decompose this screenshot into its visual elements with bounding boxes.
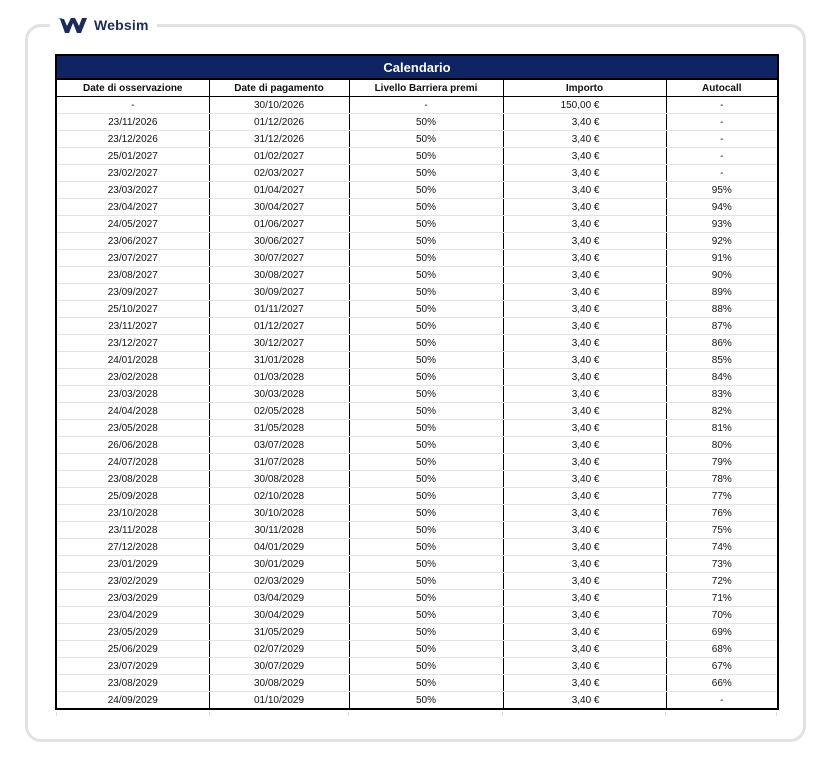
payment-date-cell: 31/01/2028 [209,352,349,369]
table-row [56,658,778,675]
observation-date-cell: 26/06/2028 [56,437,209,454]
observation-date-cell: 24/04/2028 [56,403,209,420]
barrier-level-cell: 50% [349,148,503,165]
table-row [56,454,778,471]
payment-date-cell: 30/11/2028 [209,522,349,539]
autocall-cell: 70% [666,607,778,624]
table-row [56,97,778,114]
table-row [56,522,778,539]
autocall-cell: - [666,131,778,148]
barrier-level-cell: 50% [349,539,503,556]
autocall-cell: 66% [666,675,778,692]
payment-date-cell: 02/10/2028 [209,488,349,505]
autocall-cell: 83% [666,386,778,403]
barrier-level-cell: 50% [349,454,503,471]
barrier-level-cell: 50% [349,131,503,148]
observation-date-cell: 23/02/2028 [56,369,209,386]
autocall-cell: 85% [666,352,778,369]
payment-date-cell: 01/10/2029 [209,692,349,710]
barrier-level-cell: 50% [349,267,503,284]
autocall-cell: 84% [666,369,778,386]
observation-date-cell: 23/12/2026 [56,131,209,148]
amount-cell: 3,40 € [503,437,666,454]
barrier-level-cell: 50% [349,335,503,352]
barrier-level-cell: 50% [349,352,503,369]
table-row [56,148,778,165]
payment-date-cell: 02/03/2027 [209,165,349,182]
observation-date-cell: 23/04/2029 [56,607,209,624]
grid-tick [209,712,210,716]
observation-date-cell: 23/03/2028 [56,386,209,403]
autocall-cell: 94% [666,199,778,216]
observation-date-cell: 24/09/2029 [56,692,209,710]
table-row [56,505,778,522]
amount-cell: 3,40 € [503,624,666,641]
observation-date-cell: 23/08/2027 [56,267,209,284]
payment-date-cell: 02/05/2028 [209,403,349,420]
payment-date-cell: 01/04/2027 [209,182,349,199]
autocall-cell: - [666,165,778,182]
table-row [56,675,778,692]
amount-cell: 3,40 € [503,114,666,131]
payment-date-cell: 30/07/2029 [209,658,349,675]
payment-date-cell: 03/04/2029 [209,590,349,607]
amount-cell: 3,40 € [503,318,666,335]
autocall-cell: 76% [666,505,778,522]
amount-cell: 3,40 € [503,369,666,386]
barrier-level-cell: 50% [349,556,503,573]
payment-date-cell: 03/07/2028 [209,437,349,454]
header-autocall: Autocall [666,79,778,97]
payment-date-cell: 30/08/2027 [209,267,349,284]
autocall-cell: 87% [666,318,778,335]
payment-date-cell: 30/08/2028 [209,471,349,488]
table-row [56,199,778,216]
amount-cell: 3,40 € [503,199,666,216]
amount-cell: 3,40 € [503,284,666,301]
autocall-cell: 71% [666,590,778,607]
amount-cell: 3,40 € [503,420,666,437]
observation-date-cell: 23/05/2028 [56,420,209,437]
amount-cell: 3,40 € [503,488,666,505]
amount-cell: 3,40 € [503,148,666,165]
autocall-cell: 75% [666,522,778,539]
barrier-level-cell: 50% [349,301,503,318]
observation-date-cell: 23/02/2029 [56,573,209,590]
observation-date-cell: 23/03/2027 [56,182,209,199]
websim-logo [50,12,157,38]
amount-cell: 3,40 € [503,675,666,692]
autocall-cell: - [666,692,778,710]
autocall-cell: 72% [666,573,778,590]
amount-cell: 3,40 € [503,250,666,267]
observation-date-cell: 23/02/2027 [56,165,209,182]
header-barrier-level: Livello Barriera premi [349,79,503,97]
amount-cell: 3,40 € [503,641,666,658]
observation-date-cell: 24/05/2027 [56,216,209,233]
table-row [56,386,778,403]
payment-date-cell: 02/03/2029 [209,573,349,590]
amount-cell: 3,40 € [503,165,666,182]
table-row [56,284,778,301]
payment-date-cell: 30/03/2028 [209,386,349,403]
amount-cell: 3,40 € [503,131,666,148]
autocall-cell: - [666,97,778,114]
barrier-level-cell: 50% [349,522,503,539]
amount-cell: 3,40 € [503,301,666,318]
observation-date-cell: 27/12/2028 [56,539,209,556]
payment-date-cell: 30/10/2028 [209,505,349,522]
barrier-level-cell: 50% [349,641,503,658]
amount-cell: 3,40 € [503,352,666,369]
barrier-level-cell: 50% [349,199,503,216]
payment-date-cell: 01/06/2027 [209,216,349,233]
payment-date-cell: 31/12/2026 [209,131,349,148]
observation-date-cell: 25/01/2027 [56,148,209,165]
observation-date-cell: 25/10/2027 [56,301,209,318]
table-row [56,420,778,437]
payment-date-cell: 30/10/2026 [209,97,349,114]
payment-date-cell: 02/07/2029 [209,641,349,658]
autocall-cell: 77% [666,488,778,505]
amount-cell: 3,40 € [503,522,666,539]
payment-date-cell: 01/03/2028 [209,369,349,386]
observation-date-cell: 24/01/2028 [56,352,209,369]
websim-logo-text: Websim [94,17,149,33]
table-row [56,335,778,352]
header-amount: Importo [503,79,666,97]
amount-cell: 3,40 € [503,607,666,624]
barrier-level-cell: 50% [349,573,503,590]
payment-date-cell: 30/12/2027 [209,335,349,352]
autocall-cell: 68% [666,641,778,658]
observation-date-cell: 23/07/2027 [56,250,209,267]
amount-cell: 3,40 € [503,386,666,403]
table-row [56,318,778,335]
autocall-cell: 78% [666,471,778,488]
barrier-level-cell: 50% [349,318,503,335]
observation-date-cell: 23/11/2026 [56,114,209,131]
table-row [56,301,778,318]
amount-cell: 3,40 € [503,216,666,233]
autocall-cell: 69% [666,624,778,641]
payment-date-cell: 30/07/2027 [209,250,349,267]
barrier-level-cell: 50% [349,607,503,624]
amount-cell: 3,40 € [503,658,666,675]
barrier-level-cell: 50% [349,182,503,199]
table-title-row [56,55,778,79]
payment-date-cell: 30/01/2029 [209,556,349,573]
observation-date-cell: 25/06/2029 [56,641,209,658]
autocall-cell: - [666,148,778,165]
table-row [56,403,778,420]
autocall-cell: 88% [666,301,778,318]
barrier-level-cell: 50% [349,386,503,403]
observation-date-cell: 23/09/2027 [56,284,209,301]
autocall-cell: 67% [666,658,778,675]
amount-cell: 3,40 € [503,505,666,522]
autocall-cell: 86% [666,335,778,352]
observation-date-cell: 23/06/2027 [56,233,209,250]
observation-date-cell: 23/10/2028 [56,505,209,522]
observation-date-cell: 23/11/2028 [56,522,209,539]
amount-cell: 3,40 € [503,233,666,250]
barrier-level-cell: 50% [349,488,503,505]
barrier-level-cell: 50% [349,284,503,301]
barrier-level-cell: 50% [349,114,503,131]
amount-cell: 3,40 € [503,573,666,590]
table-row [56,471,778,488]
barrier-level-cell: 50% [349,590,503,607]
barrier-level-cell: 50% [349,471,503,488]
websim-logo-icon [56,14,90,36]
table-row [56,488,778,505]
autocall-cell: 79% [666,454,778,471]
calendar-table [55,54,779,710]
table-row [56,624,778,641]
amount-cell: 3,40 € [503,267,666,284]
table-row [56,573,778,590]
calendar-sheet [55,54,777,710]
barrier-level-cell: 50% [349,624,503,641]
payment-date-cell: 01/11/2027 [209,301,349,318]
autocall-cell: 90% [666,267,778,284]
autocall-cell: 89% [666,284,778,301]
table-row [56,607,778,624]
autocall-cell: 73% [666,556,778,573]
barrier-level-cell: - [349,97,503,114]
grid-tick [776,712,777,716]
table-header-row [56,79,778,97]
amount-cell: 3,40 € [503,590,666,607]
observation-date-cell: 25/09/2028 [56,488,209,505]
payment-date-cell: 30/09/2027 [209,284,349,301]
payment-date-cell: 04/01/2029 [209,539,349,556]
autocall-cell: 74% [666,539,778,556]
barrier-level-cell: 50% [349,250,503,267]
observation-date-cell: 23/11/2027 [56,318,209,335]
payment-date-cell: 30/06/2027 [209,233,349,250]
barrier-level-cell: 50% [349,692,503,710]
payment-date-cell: 30/08/2029 [209,675,349,692]
amount-cell: 3,40 € [503,403,666,420]
grid-tick [502,712,503,716]
observation-date-cell: 23/08/2028 [56,471,209,488]
table-row [56,267,778,284]
table-row [56,641,778,658]
table-row [56,539,778,556]
barrier-level-cell: 50% [349,403,503,420]
header-observation-date: Date di osservazione [56,79,209,97]
amount-cell: 150,00 € [503,97,666,114]
table-title: Calendario [56,55,778,79]
barrier-level-cell: 50% [349,675,503,692]
amount-cell: 3,40 € [503,335,666,352]
table-row [56,692,778,710]
autocall-cell: 95% [666,182,778,199]
observation-date-cell: - [56,97,209,114]
table-row [56,165,778,182]
autocall-cell: 80% [666,437,778,454]
autocall-cell: 81% [666,420,778,437]
amount-cell: 3,40 € [503,182,666,199]
payment-date-cell: 01/12/2026 [209,114,349,131]
grid-tick [665,712,666,716]
autocall-cell: 93% [666,216,778,233]
payment-date-cell: 31/07/2028 [209,454,349,471]
table-row [56,182,778,199]
table-body [56,97,778,710]
header-payment-date: Date di pagamento [209,79,349,97]
barrier-level-cell: 50% [349,420,503,437]
table-row [56,114,778,131]
amount-cell: 3,40 € [503,692,666,710]
barrier-level-cell: 50% [349,437,503,454]
grid-tick [348,712,349,716]
autocall-cell: - [666,114,778,131]
barrier-level-cell: 50% [349,233,503,250]
observation-date-cell: 24/07/2028 [56,454,209,471]
observation-date-cell: 23/05/2029 [56,624,209,641]
payment-date-cell: 31/05/2029 [209,624,349,641]
amount-cell: 3,40 € [503,556,666,573]
payment-date-cell: 01/02/2027 [209,148,349,165]
payment-date-cell: 31/05/2028 [209,420,349,437]
table-row [56,590,778,607]
observation-date-cell: 23/03/2029 [56,590,209,607]
observation-date-cell: 23/12/2027 [56,335,209,352]
table-row [56,250,778,267]
observation-date-cell: 23/01/2029 [56,556,209,573]
table-row [56,352,778,369]
table-row [56,437,778,454]
grid-tick [56,712,57,716]
table-row [56,556,778,573]
table-row [56,369,778,386]
observation-date-cell: 23/08/2029 [56,675,209,692]
payment-date-cell: 30/04/2029 [209,607,349,624]
table-row [56,233,778,250]
amount-cell: 3,40 € [503,539,666,556]
autocall-cell: 92% [666,233,778,250]
payment-date-cell: 30/04/2027 [209,199,349,216]
amount-cell: 3,40 € [503,471,666,488]
observation-date-cell: 23/04/2027 [56,199,209,216]
barrier-level-cell: 50% [349,216,503,233]
barrier-level-cell: 50% [349,658,503,675]
table-row [56,216,778,233]
barrier-level-cell: 50% [349,369,503,386]
table-row [56,131,778,148]
autocall-cell: 91% [666,250,778,267]
payment-date-cell: 01/12/2027 [209,318,349,335]
autocall-cell: 82% [666,403,778,420]
observation-date-cell: 23/07/2029 [56,658,209,675]
barrier-level-cell: 50% [349,505,503,522]
barrier-level-cell: 50% [349,165,503,182]
amount-cell: 3,40 € [503,454,666,471]
